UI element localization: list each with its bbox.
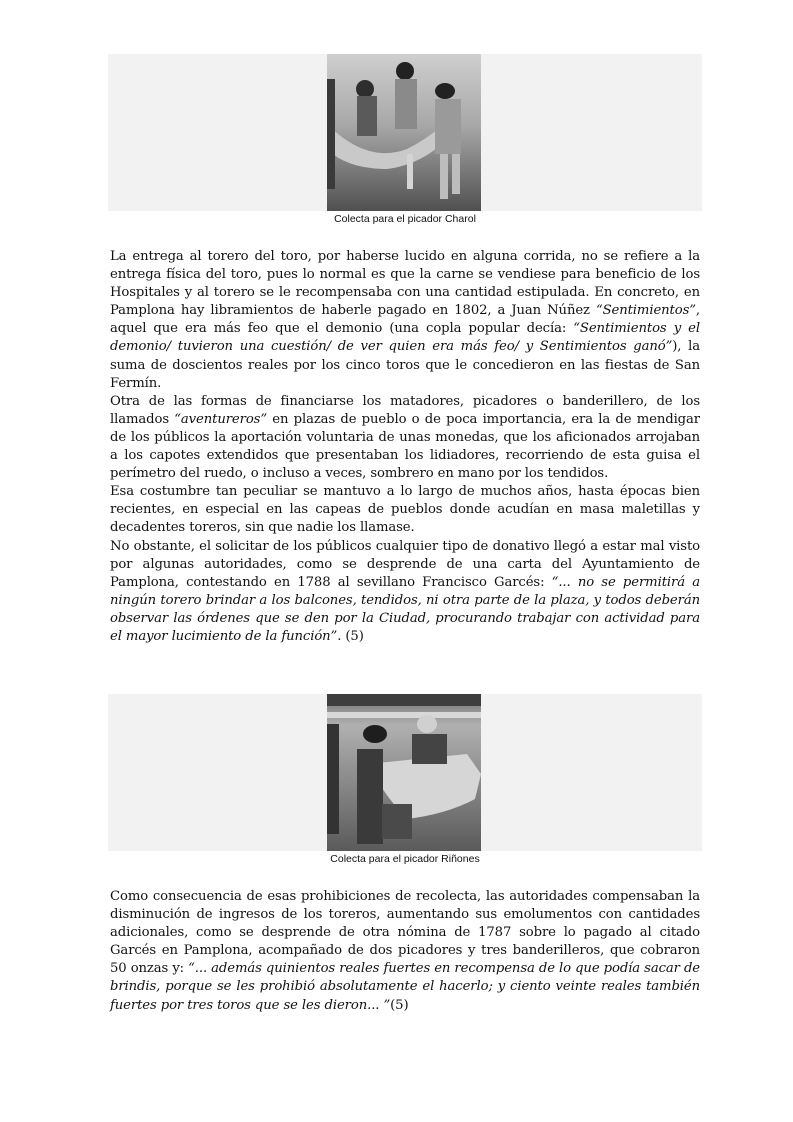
section-1-text bbox=[110, 248, 700, 646]
p4-text-a: No obstante, el solicitar de los públicos cualquier tipo de donativo llegó a estar mal visto por algunas autoridades, como se desprende de una carta del Ayuntamiento de Pamplona, contestando en 1788 al sevillano Francisco Garcés: bbox=[110, 538, 700, 590]
p1-nickname: “Sentimientos” bbox=[595, 303, 696, 319]
p2-text-a: Otra de las formas de financiarse los matadores, picadores o banderillero, de los llamados bbox=[110, 393, 700, 427]
paragraph-4 bbox=[110, 538, 700, 647]
p1-text-c: ), la suma de doscientos reales por los cinco toros que le concedieron en las fiestas de San Fermín. bbox=[110, 339, 701, 391]
p5-quote: “... además quinientos reales fuertes en recompensa de lo que podía sacar de brindis, porque se les prohibió absolutamente el hacerlo; y ciento veinte reales también fuertes por tres toros que se les dieron... ” bbox=[110, 961, 700, 1013]
p5-text-a: Como consecuencia de esas prohibiciones de recolecta, las autoridades compensaban la disminución de ingresos de los toreros, aumentando sus emolumentos con cantidades adicionales, como se desprende de otra nómina de 1787 sobre lo pagado al citado Garcés en Pamplona, acompañado de dos picadores y tres banderilleros, que cobraron 50 onzas y: bbox=[110, 889, 700, 977]
p5-citation: (5) bbox=[390, 997, 409, 1013]
p2-text-b: en plazas de pueblo o de poca importancia, era la de mendigar de los públicos la aportación voluntaria de unas monedas, que los aficionados arrojaban a los capotes extendidos que presentaban los lidiadores, recorriendo de esta guisa el perímetro del ruedo, o incluso a veces, sombrero en mano por los tendidos. bbox=[110, 411, 700, 482]
paragraph-3: Esa costumbre tan peculiar se mantuvo a lo largo de muchos años, hasta épocas bien recientes, en especial en las capeas de pueblos donde acudían en masa maletillas y decadentes toreros, sin que nadie los llamase. bbox=[110, 484, 700, 536]
photo-rinones bbox=[327, 694, 481, 851]
paragraph-2 bbox=[110, 393, 700, 483]
p4-quote: “... no se permitirá a ningún torero brindar a los balcones, tendidos, ni otra parte de la plaza, y todos deberán observar las órdenes que se den por la Ciudad, procurando trabajar con actividad para el mayor lucimiento de la función” bbox=[110, 574, 700, 644]
photo-rinones-image bbox=[327, 694, 481, 851]
p4-citation: . (5) bbox=[337, 628, 364, 644]
photo-charol bbox=[327, 54, 481, 211]
p2-term: “aventureros” bbox=[174, 411, 267, 427]
paragraph-5 bbox=[110, 888, 700, 1015]
paragraph-1 bbox=[110, 248, 700, 393]
p1-text-a: La entrega al torero del toro, por haberse lucido en alguna corrida, no se refiere a la entrega física del toro, pues lo normal es que la carne se vendiese para beneficio de los Hospitales y al torero se le recompensaba con una cantidad estipulada. En concreto, en Pamplona hay libramientos de haberle pagado en 1802, a Juan Núñez bbox=[110, 249, 700, 319]
section-2-text bbox=[110, 888, 700, 1015]
figure-2 bbox=[108, 694, 702, 851]
figure-2-caption: Colecta para el picador Riñones bbox=[330, 853, 480, 865]
figure-1 bbox=[108, 54, 702, 211]
p1-text-b: , aquel que era más feo que el demonio (una copla popular decía: bbox=[110, 303, 700, 337]
photo-charol-image bbox=[327, 54, 481, 211]
p1-copla-quote: “Sentimientos y el demonio/ tuvieron una cuestión/ de ver quien era más feo/ y Sentimientos ganó” bbox=[110, 321, 700, 355]
figure-1-caption: Colecta para el picador Charol bbox=[334, 213, 476, 225]
